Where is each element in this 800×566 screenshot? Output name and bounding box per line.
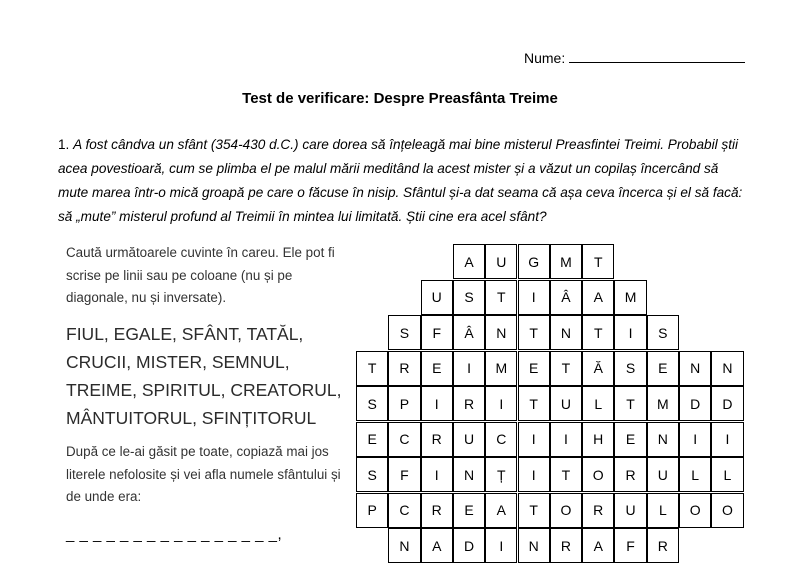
grid-cell[interactable]: L (711, 457, 743, 492)
grid-cell[interactable]: Ț (485, 457, 517, 492)
grid-cell[interactable]: E (356, 422, 388, 457)
grid-cell[interactable]: U (453, 422, 485, 457)
grid-cell[interactable]: N (485, 315, 517, 350)
grid-cell[interactable]: P (356, 493, 388, 528)
grid-cell[interactable]: N (550, 315, 582, 350)
name-label: Nume: (524, 50, 566, 66)
grid-cell[interactable]: O (711, 493, 743, 528)
grid-cell[interactable]: F (421, 315, 453, 350)
grid-cell[interactable]: T (614, 386, 646, 421)
page-title: Test de verificare: Despre Preasfânta Treime (242, 90, 558, 107)
grid-cell[interactable]: T (518, 315, 550, 350)
grid-cell[interactable]: O (550, 493, 582, 528)
grid-cell[interactable]: R (421, 422, 453, 457)
grid-cell[interactable]: T (582, 315, 614, 350)
grid-cell[interactable]: T (518, 493, 550, 528)
grid-cell[interactable]: R (453, 386, 485, 421)
grid-cell[interactable]: R (647, 528, 679, 563)
question-text: A fost cândva un sfânt (354-430 d.C.) care dorea să înțeleagă mai bine misterul Preasfintei Treimi. Probabil știi acea povestioară, cum se plimba el pe malul mării meditând la acest mister și a văzut un copilaș încercând să mute marea într-o mică groapă pe care o făcuse în nisip. Sfântul și-a dat seama că așa ceva încerca și el să facă: să „mute” misterul profund al Treimii în mintea lui limitată. Știi cine era acel sfânt? (58, 137, 743, 224)
grid-cell[interactable]: I (679, 422, 711, 457)
grid-cell[interactable]: N (388, 528, 420, 563)
grid-cell[interactable]: G (518, 244, 550, 279)
grid-cell[interactable]: R (582, 493, 614, 528)
grid-cell[interactable]: N (453, 457, 485, 492)
name-input-line[interactable] (569, 48, 745, 63)
question-number: 1. (58, 137, 70, 152)
grid-cell[interactable]: N (711, 351, 743, 386)
grid-cell[interactable]: C (388, 422, 420, 457)
grid-cell[interactable]: Ă (582, 351, 614, 386)
grid-cell[interactable]: T (356, 351, 388, 386)
grid-cell[interactable]: E (647, 351, 679, 386)
grid-cell[interactable]: M (614, 280, 646, 315)
name-row (524, 48, 745, 66)
grid-cell[interactable]: S (453, 280, 485, 315)
grid-cell[interactable]: S (647, 315, 679, 350)
grid-cell[interactable]: E (518, 351, 550, 386)
grid-cell[interactable]: R (388, 351, 420, 386)
grid-cell[interactable]: T (550, 457, 582, 492)
grid-cell[interactable]: P (388, 386, 420, 421)
grid-cell[interactable]: U (614, 493, 646, 528)
grid-cell[interactable]: A (453, 244, 485, 279)
copy-letters-instruction: După ce le-ai găsit pe toate, copiază mai jos literele nefolosite și vei afla numele sfântului și de unde era: (66, 444, 341, 504)
grid-cell[interactable]: N (647, 422, 679, 457)
grid-cell[interactable]: M (485, 351, 517, 386)
grid-cell[interactable]: E (614, 422, 646, 457)
grid-cell[interactable]: E (453, 493, 485, 528)
grid-cell[interactable]: A (421, 528, 453, 563)
grid-cell[interactable]: A (485, 493, 517, 528)
grid-cell[interactable]: E (421, 351, 453, 386)
grid-cell[interactable]: A (582, 528, 614, 563)
grid-cell[interactable]: S (356, 457, 388, 492)
grid-cell[interactable]: T (485, 280, 517, 315)
word-list: FIUL, EGALE, SFÂNT, TATĂL, CRUCII, MISTER, SEMNUL, TREIME, SPIRITUL, CREATORUL, MÂNTUITORUL, SFINȚITORUL (66, 324, 342, 428)
grid-cell[interactable]: I (453, 351, 485, 386)
grid-cell[interactable]: I (485, 386, 517, 421)
grid-cell[interactable]: L (679, 457, 711, 492)
grid-cell[interactable]: U (485, 244, 517, 279)
grid-cell[interactable]: L (582, 386, 614, 421)
grid-cell[interactable]: I (518, 422, 550, 457)
grid-cell[interactable]: U (550, 386, 582, 421)
grid-cell[interactable]: D (453, 528, 485, 563)
grid-cell[interactable]: I (518, 457, 550, 492)
grid-cell[interactable]: L (647, 493, 679, 528)
grid-cell[interactable]: I (614, 315, 646, 350)
grid-cell[interactable]: C (485, 422, 517, 457)
grid-cell[interactable]: I (421, 457, 453, 492)
grid-cell[interactable]: I (485, 528, 517, 563)
grid-cell[interactable]: S (388, 315, 420, 350)
grid-cell[interactable]: F (388, 457, 420, 492)
grid-cell[interactable]: M (647, 386, 679, 421)
grid-cell[interactable]: N (518, 528, 550, 563)
grid-cell[interactable]: H (582, 422, 614, 457)
grid-cell[interactable]: T (582, 244, 614, 279)
grid-cell[interactable]: N (679, 351, 711, 386)
grid-cell[interactable]: M (550, 244, 582, 279)
grid-cell[interactable]: I (550, 422, 582, 457)
grid-cell[interactable]: I (518, 280, 550, 315)
grid-cell[interactable]: R (421, 493, 453, 528)
grid-cell[interactable]: I (421, 386, 453, 421)
grid-cell[interactable]: S (614, 351, 646, 386)
grid-cell[interactable]: S (356, 386, 388, 421)
grid-cell[interactable]: T (550, 351, 582, 386)
question-1 (58, 133, 743, 229)
answer-blanks[interactable]: _ _ _ _ _ _ _ _ _ _ _ _ _ _ _ _, (66, 526, 283, 543)
grid-cell[interactable]: R (550, 528, 582, 563)
grid-cell[interactable]: U (421, 280, 453, 315)
grid-cell[interactable]: U (647, 457, 679, 492)
grid-cell[interactable]: A (582, 280, 614, 315)
grid-cell[interactable]: T (518, 386, 550, 421)
grid-cell[interactable]: R (614, 457, 646, 492)
find-words-instruction: Caută următoarele cuvinte în careu. Ele pot fi scrise pe linii sau pe coloane (nu și pe diagonale, nu și inversate). (66, 245, 335, 305)
grid-cell[interactable]: I (711, 422, 743, 457)
grid-cell[interactable]: D (711, 386, 743, 421)
grid-cell[interactable]: Â (453, 315, 485, 350)
grid-cell[interactable]: D (679, 386, 711, 421)
grid-cell[interactable]: Â (550, 280, 582, 315)
grid-cell[interactable]: F (614, 528, 646, 563)
grid-cell[interactable]: C (388, 493, 420, 528)
grid-cell[interactable]: O (679, 493, 711, 528)
grid-cell[interactable]: O (582, 457, 614, 492)
